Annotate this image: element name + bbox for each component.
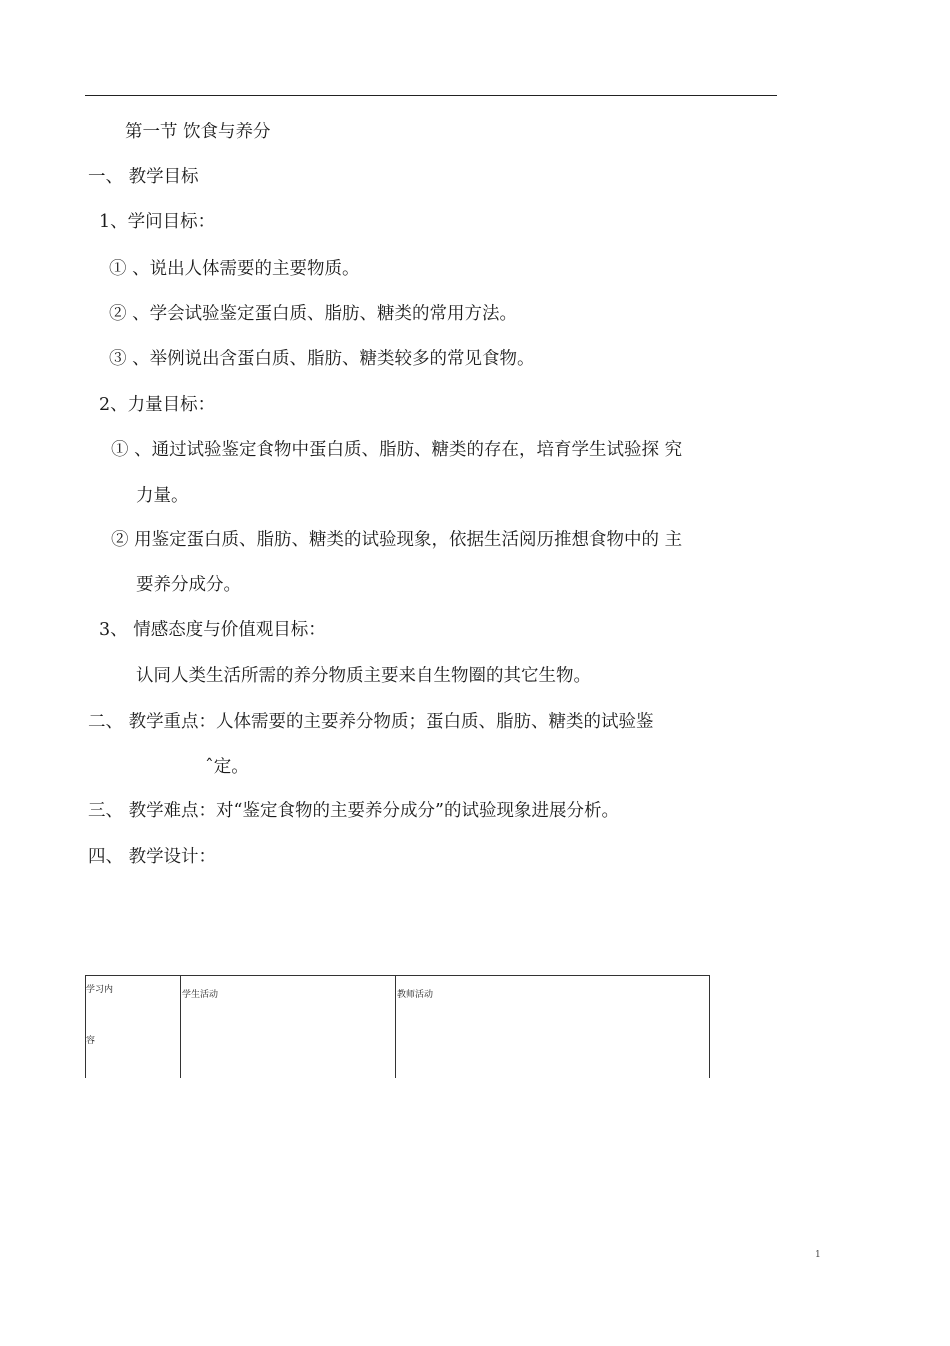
ability-goal-1: ① 、通过试验鉴定食物中蛋白质、脂肪、糖类的存在，培育学生试验探 究 <box>111 440 683 460</box>
table-header-content: 学习内 <box>86 985 114 995</box>
table-header-content-cont: 容 <box>86 1036 96 1046</box>
heading-teaching-goals: 一、 教学目标 <box>88 167 199 187</box>
emotion-goal-text: 认同人类生活所需的养分物质主要来自生物圈的其它生物。 <box>136 666 591 686</box>
heading-key-points: 二、 教学重点：人体需要的主要养分物质；蛋白质、脂肪、糖类的试验鉴 <box>88 712 654 732</box>
heading-teaching-design: 四、 教学设计： <box>88 847 217 867</box>
ability-goal-1-cont: 力量。 <box>136 486 189 506</box>
heading-difficulties: 三、 教学难点：对“鉴定食物的主要养分成分”的试验现象进展分析。 <box>88 801 619 821</box>
table-divider-2 <box>395 976 396 1078</box>
knowledge-goal-2: ② 、学会试验鉴定蛋白质、脂肪、糖类的常用方法。 <box>109 304 518 324</box>
design-table <box>85 975 710 1078</box>
page-number: 1 <box>815 1250 821 1260</box>
header-rule <box>85 95 777 96</box>
ability-goal-2-cont: 要养分成分。 <box>136 575 241 595</box>
table-header-student: 学生活动 <box>182 990 219 1000</box>
key-points-cont: ˆ定。 <box>205 757 249 777</box>
section-title: 第一节 饮食与养分 <box>125 122 271 142</box>
table-divider-1 <box>180 976 181 1078</box>
subheading-knowledge-goals: 1、学问目标： <box>99 212 216 232</box>
ability-goal-2: ② 用鉴定蛋白质、脂肪、糖类的试验现象，依据生活阅历推想食物中的 主 <box>111 530 683 550</box>
table-header-teacher: 教师活动 <box>397 990 434 1000</box>
knowledge-goal-3: ③ 、举例说出含蛋白质、脂肪、糖类较多的常见食物。 <box>109 349 535 369</box>
subheading-ability-goals: 2、力量目标： <box>99 395 216 415</box>
subheading-emotion-goals: 3、 情感态度与价值观目标： <box>99 620 326 640</box>
knowledge-goal-1: ① 、说出人体需要的主要物质。 <box>109 259 360 279</box>
table-border-right <box>709 976 710 1078</box>
